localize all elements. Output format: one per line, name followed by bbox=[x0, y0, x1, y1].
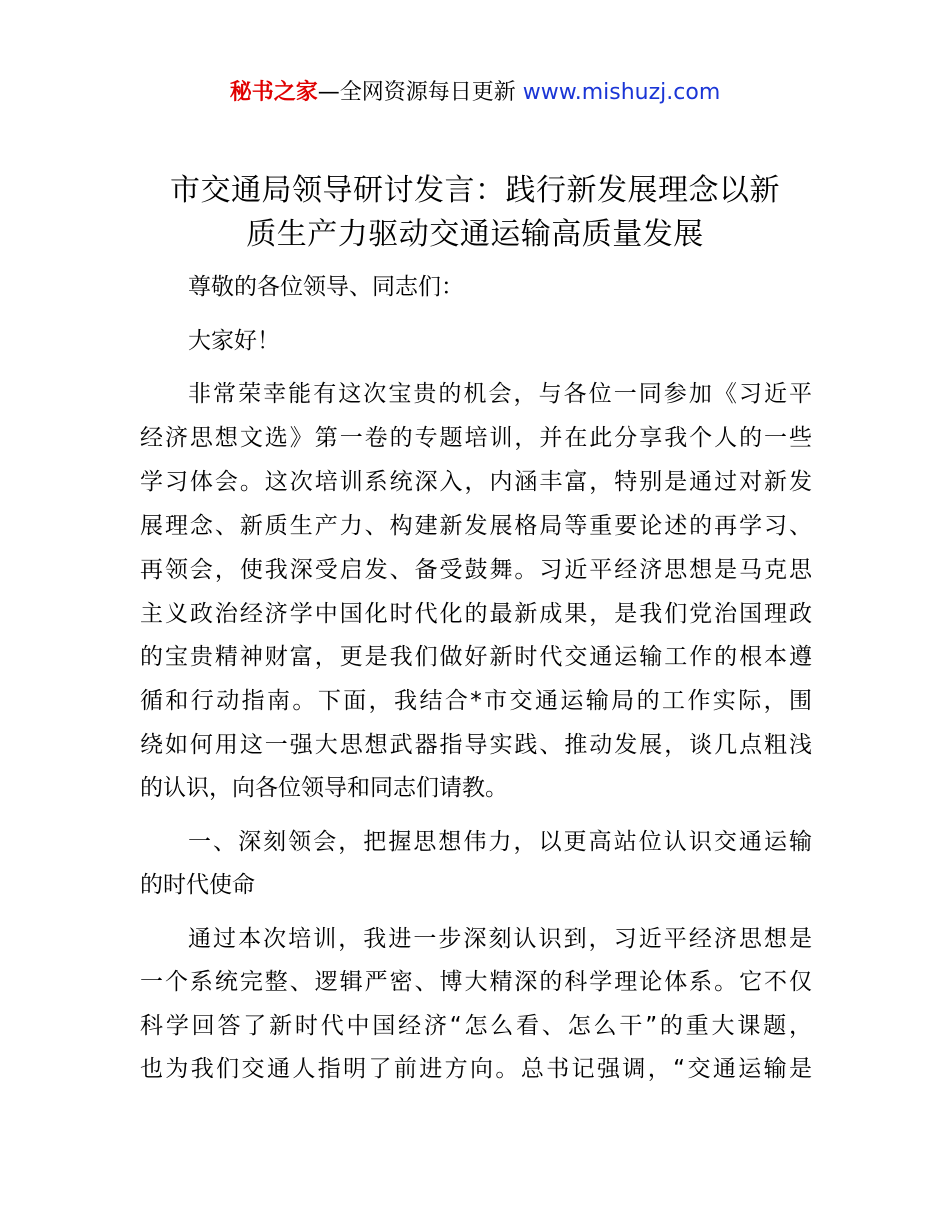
paragraph-line: 非常荣幸能有这次宝贵的机会，与各位一同参加《习近平 bbox=[188, 381, 812, 407]
paragraph-line: 一个系统完整、逻辑严密、博大精深的科学理论体系。它不仅 bbox=[140, 969, 812, 995]
greeting: 大家好！ bbox=[188, 328, 280, 354]
site-brand: 秘书之家 bbox=[229, 80, 318, 105]
paragraph-line: 再领会，使我深受启发、备受鼓舞。习近平经济思想是马克思 bbox=[140, 557, 812, 583]
site-header bbox=[0, 78, 950, 108]
site-url-link[interactable]: www.mishuzj.com bbox=[522, 80, 721, 105]
paragraph-line: 也为我们交通人指明了前进方向。总书记强调，“交通运输是 bbox=[140, 1056, 812, 1082]
paragraph-line: 科学回答了新时代中国经济“怎么看、怎么干”的重大课题， bbox=[140, 1013, 812, 1039]
site-tagline: —全网资源每日更新 bbox=[317, 80, 523, 105]
paragraph-line: 主义政治经济学中国化时代化的最新成果，是我们党治国理政 bbox=[140, 601, 812, 627]
document-title-line-1: 市交通局领导研讨发言：践行新发展理念以新 bbox=[170, 173, 780, 208]
section-heading-line: 一、深刻领会，把握思想伟力，以更高站位认识交通运输 bbox=[188, 829, 812, 855]
paragraph-line: 展理念、新质生产力、构建新发展格局等重要论述的再学习、 bbox=[140, 513, 812, 539]
paragraph-line: 经济思想文选》第一卷的专题培训，并在此分享我个人的一些 bbox=[140, 425, 812, 451]
paragraph-line: 通过本次培训，我进一步深刻认识到，习近平经济思想是 bbox=[188, 926, 812, 952]
paragraph-line: 循和行动指南。下面，我结合*市交通运输局的工作实际，围 bbox=[140, 688, 812, 714]
paragraph-line: 学习体会。这次培训系统深入，内涵丰富，特别是通过对新发 bbox=[140, 469, 812, 495]
section-heading-line: 的时代使命 bbox=[140, 872, 255, 898]
salutation: 尊敬的各位领导、同志们： bbox=[188, 274, 464, 300]
paragraph-line: 的宝贵精神财富，更是我们做好新时代交通运输工作的根本遵 bbox=[140, 644, 812, 670]
paragraph-line: 绕如何用这一强大思想武器指导实践、推动发展，谈几点粗浅 bbox=[140, 732, 812, 758]
document-title-line-2: 质生产力驱动交通运输高质量发展 bbox=[246, 217, 704, 252]
paragraph-line: 的认识，向各位领导和同志们请教。 bbox=[140, 775, 508, 801]
